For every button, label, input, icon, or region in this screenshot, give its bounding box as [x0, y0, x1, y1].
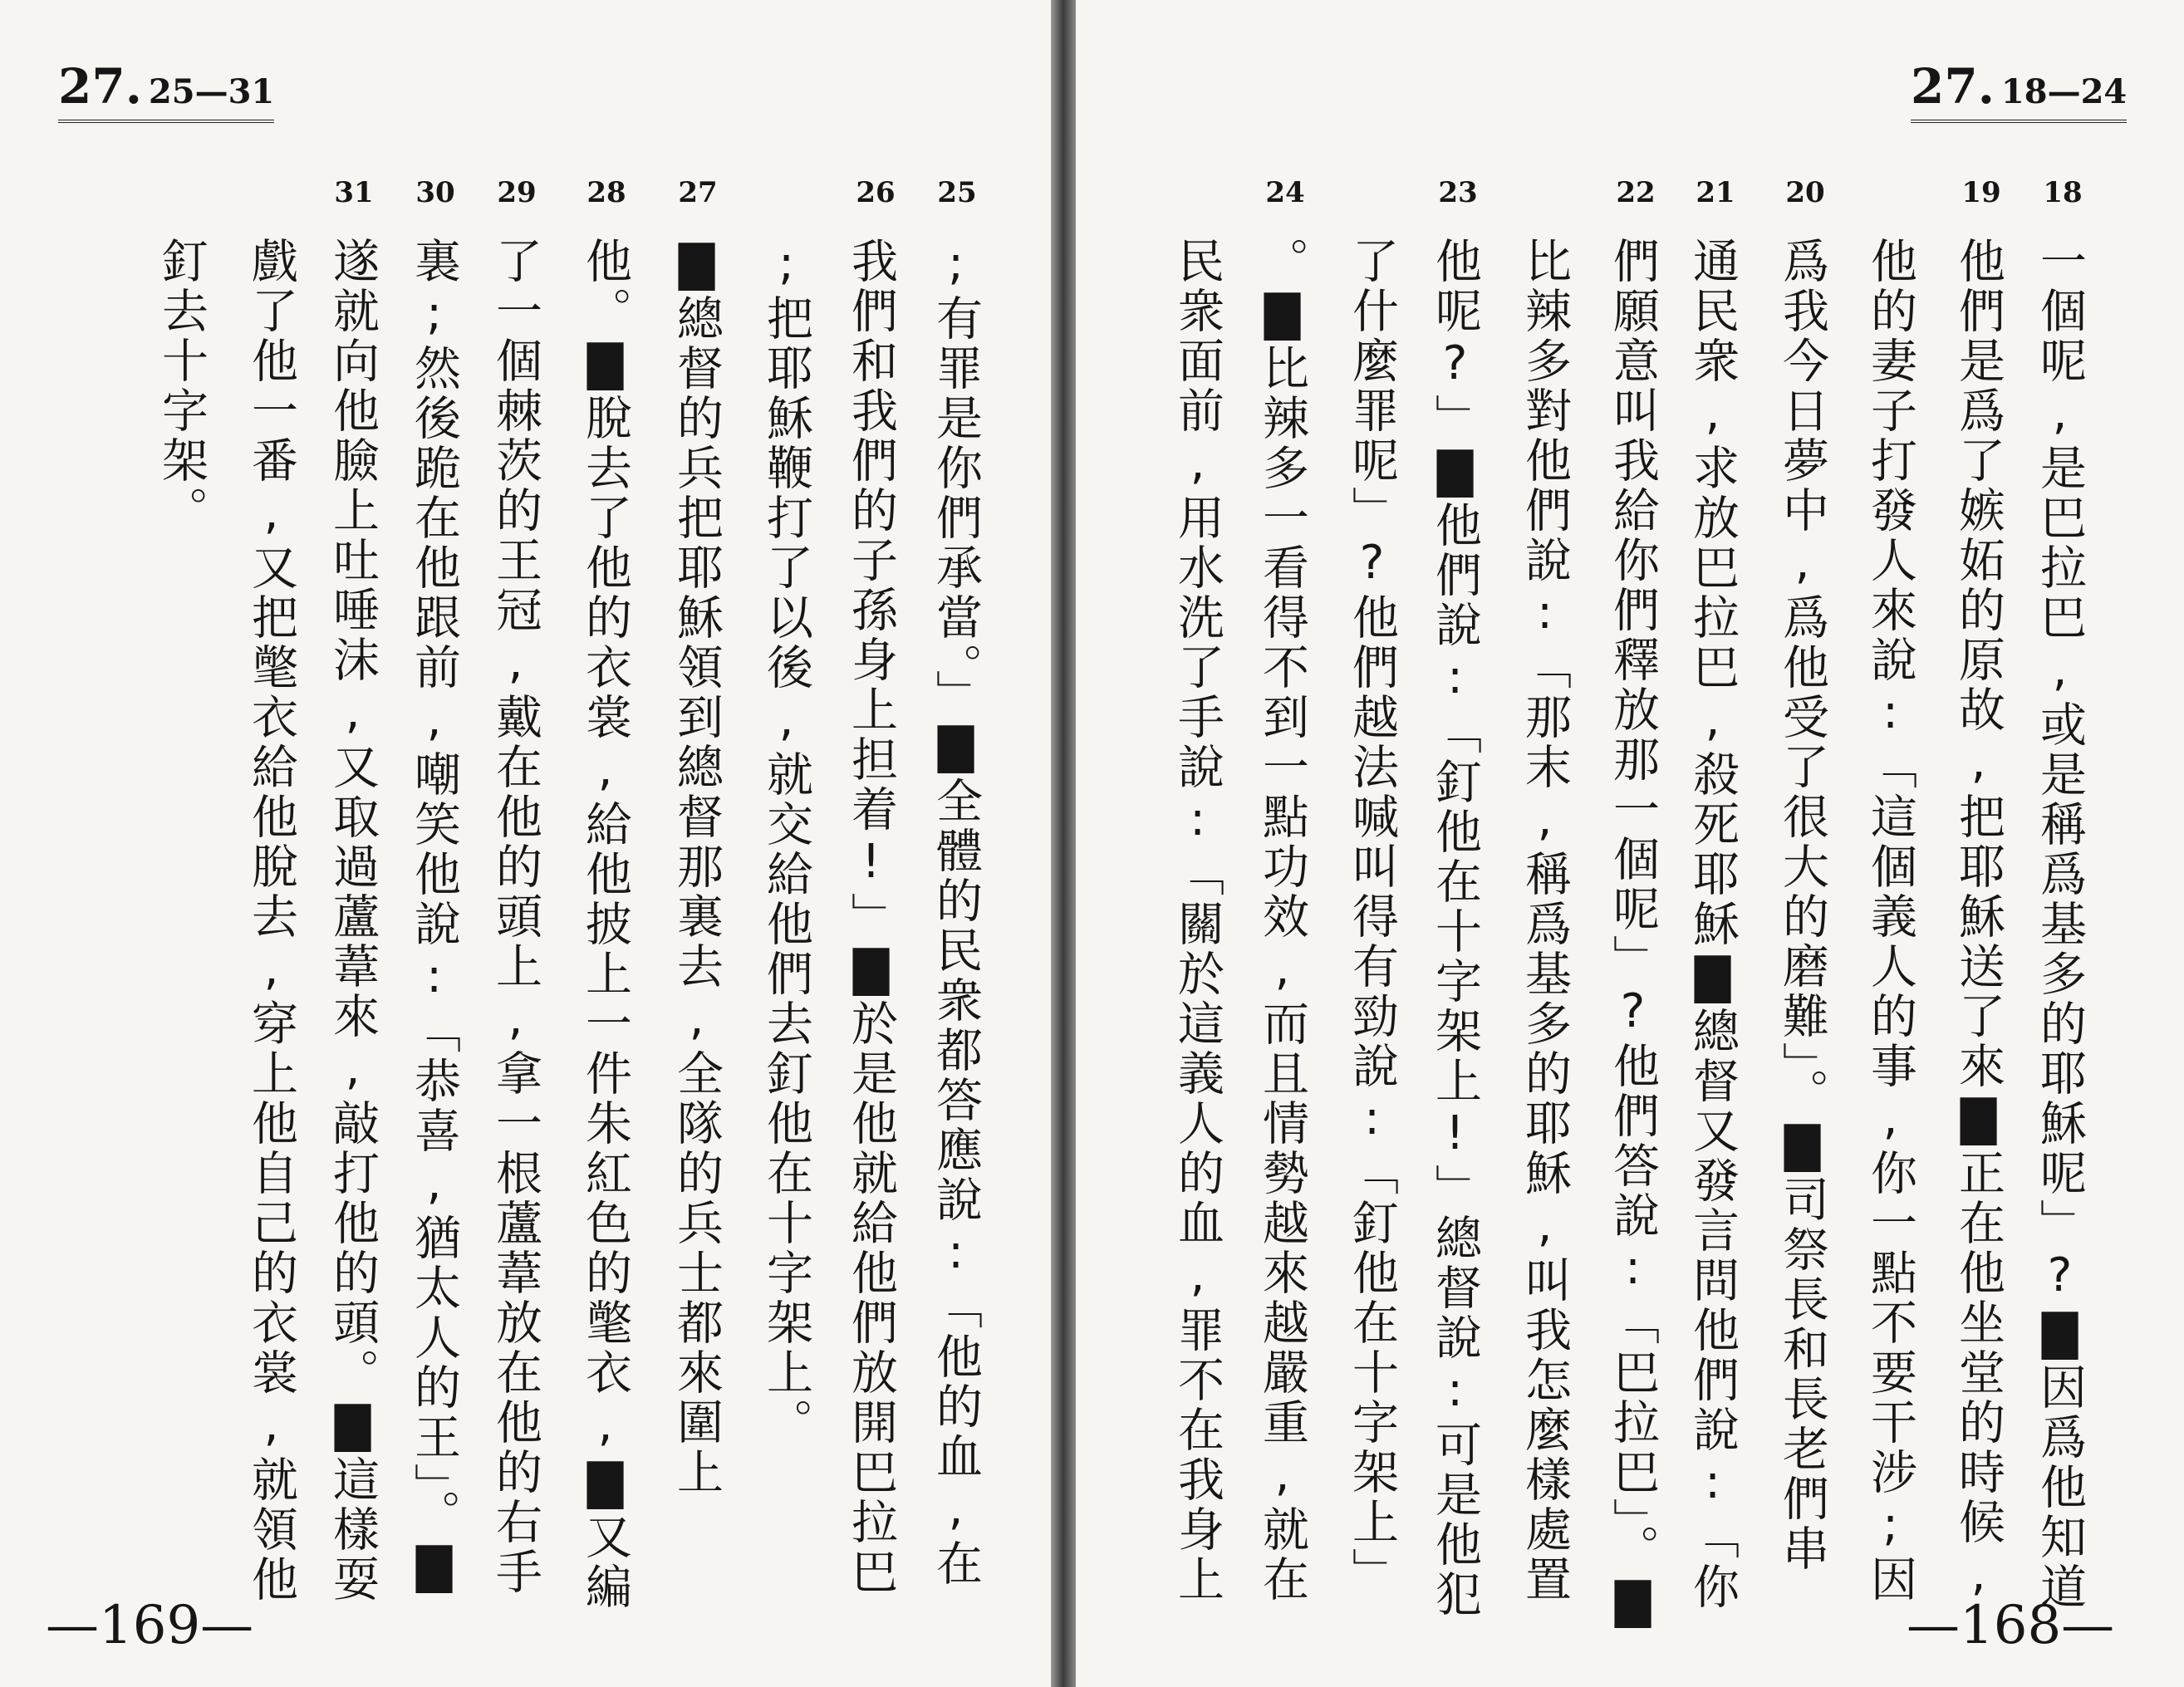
- verse-number: 25: [937, 176, 977, 209]
- chapter-number: 27.: [1911, 58, 1995, 115]
- text-column: 裏;然後跪在他跟前,嘲笑他說:「恭喜,猶太人的王」。▇: [407, 237, 461, 1596]
- chapter-number: 27.: [58, 58, 142, 115]
- text-column: ▇總督的兵把耶穌領到總督那裏去,全隊的兵士都來圍上: [670, 237, 724, 1498]
- verse-number: 29: [497, 176, 537, 209]
- text-column: 民衆面前,用水洗了手說:「關於這義人的血,罪不在我身上: [1171, 237, 1225, 1605]
- verse-number: 24: [1265, 176, 1305, 209]
- text-column: 爲我今日夢中,爲他受了很大的磨難」。▇司祭長和長老們串: [1775, 237, 1829, 1574]
- text-column: 。▇比辣多一看得不到一點功效,而且情勢越來越嚴重,就在: [1255, 237, 1309, 1605]
- text-column: 他呢?」▇他們說:「釘他在十字架上!」總督說:可是他犯: [1428, 237, 1482, 1620]
- page-number: —168—: [1907, 1595, 2115, 1656]
- text-column: 通民衆,求放巴拉巴,殺死耶穌▇總督又發言問他們說:「你: [1686, 237, 1740, 1612]
- left-page: [0, 0, 1051, 1687]
- verse-number: 20: [1785, 176, 1825, 209]
- verse-number: 28: [586, 176, 626, 209]
- text-column: 釘去十字架。: [155, 237, 209, 536]
- text-column: 他的妻子打發人來說:「這個義人的事,你一點不要干涉;因: [1863, 237, 1917, 1605]
- text-column: 一個呢,是巴拉巴,或是稱爲基多的耶穌呢」?▇因爲他知道: [2033, 237, 2087, 1612]
- verse-number: 22: [1616, 176, 1656, 209]
- verse-number: 19: [1961, 176, 2001, 209]
- text-column: 們願意叫我給你們釋放那一個呢」?他們答說:「巴拉巴」。▇: [1606, 237, 1660, 1631]
- text-column: 比辣多對他們說:「那末,稱爲基多的耶穌,叫我怎麼樣處置: [1518, 237, 1572, 1605]
- page-header: [1911, 58, 2127, 123]
- verse-number: 31: [334, 176, 374, 209]
- page-number: —169—: [46, 1595, 254, 1656]
- verse-number: 18: [2043, 176, 2083, 209]
- text-column: 他們是爲了嫉妬的原故,把耶穌送了來▇正在他坐堂的時候,: [1951, 237, 2005, 1605]
- verse-number: 26: [856, 176, 896, 209]
- verse-range: 18—24: [2000, 72, 2128, 111]
- text-column: 了什麼罪呢」?他們越法喊叫得有勁說:「釘他在十字架上」: [1345, 237, 1399, 1597]
- verse-number: 30: [415, 176, 455, 209]
- book-gutter: [1051, 0, 1076, 1687]
- text-column: 了一個棘茨的王冠,戴在他的頭上,拿一根蘆葦放在他的右手: [488, 237, 542, 1597]
- text-column: 他。▇脫去了他的衣裳,給他披上一件朱紅色的氅衣,▇又編: [578, 237, 632, 1612]
- text-column: 戲了他一番,又把氅衣給他脫去,穿上他自己的衣裳,就領他: [244, 237, 298, 1605]
- text-column: 我們和我們的子孫身上担着!」▇於是他就給他們放開巴拉巴: [844, 237, 898, 1597]
- page-header: [58, 58, 274, 123]
- text-column: 遂就向他臉上吐唾沫,又取過蘆葦來,敲打他的頭。▇這樣耍: [326, 237, 380, 1605]
- verse-number: 23: [1438, 176, 1478, 209]
- verse-number: 21: [1696, 176, 1735, 209]
- text-column: ;有罪是你們承當。」▇全體的民衆都答應說:「他的血,在: [929, 237, 983, 1589]
- right-page: [1076, 0, 2184, 1687]
- text-column: ;把耶穌鞭打了以後,就交給他們去釘他在十字架上。: [759, 237, 813, 1448]
- verse-number: 27: [678, 176, 718, 209]
- verse-range: 25—31: [148, 72, 275, 111]
